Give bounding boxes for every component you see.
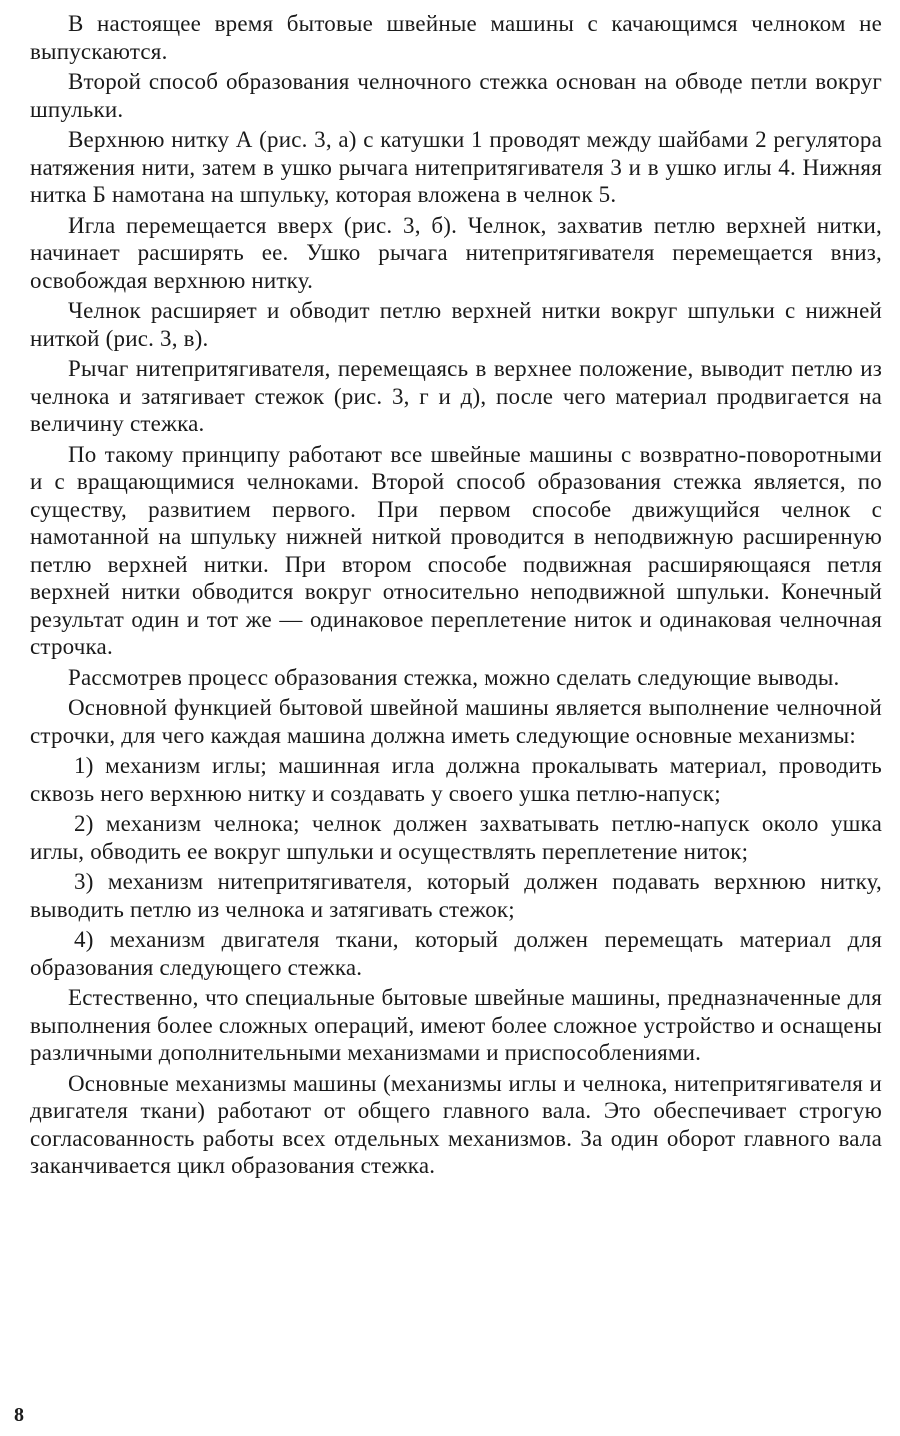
list-item: 3) механизм нитепритягивателя, который должен подавать верхнюю нитку, выводить петлю из челнока и затягивать стежок;	[30, 869, 882, 922]
page-number: 8	[14, 1404, 24, 1426]
paragraph: Игла перемещается вверх (рис. 3, б). Челнок, захватив петлю верхней нитки, начинает расширять ее. Ушко рычага нитепритягивателя перемещается вниз, освобождая верхнюю нитку.	[30, 212, 882, 293]
paragraph: Естественно, что специальные бытовые швейные машины, предназначенные для выполнения более сложных операций, имеют более сложное устройство и оснащены различными дополнительными механизмами и приспособлениями.	[30, 985, 882, 1065]
paragraph: Рычаг нитепритягивателя, перемещаясь в верхнее положение, выводит петлю из челнока и затягивает стежок (рис. 3, г и д), после чего материал продвигается на величину стежка.	[30, 356, 882, 436]
list-item: 4) механизм двигателя ткани, который должен перемещать материал для образования следующего стежка.	[30, 927, 882, 980]
list-item: 1) механизм иглы; машинная игла должна прокалывать материал, проводить сквозь него верхнюю нитку и создавать у своего ушка петлю-напуск;	[30, 753, 882, 806]
paragraph: Основные механизмы машины (механизмы иглы и челнока, нитепритягивателя и двигателя ткани) работают от общего главного вала. Это обеспечивает строгую согласованность работы всех отдельных механизмов. За один оборот главного вала заканчивается цикл образования стежка.	[30, 1070, 882, 1178]
paragraph: Основной функцией бытовой швейной машины является выполнение челночной строчки, для чего каждая машина должна иметь следующие основные механизмы:	[30, 695, 882, 748]
paragraph: Верхнюю нитку А (рис. 3, а) с катушки 1 проводят между шайбами 2 регулятора натяжения нити, затем в ушко рычага нитепритягивателя 3 и в ушко иглы 4. Нижняя нитка Б намотана на шпульку, которая вложена в челнок 5.	[30, 127, 882, 207]
list-item: 2) механизм челнока; челнок должен захватывать петлю-напуск около ушка иглы, обводить ее вокруг шпульки и осуществлять переплетение ниток;	[30, 811, 882, 864]
paragraph: Челнок расширяет и обводит петлю верхней нитки вокруг шпульки с нижней ниткой (рис. 3, в).	[30, 298, 882, 351]
paragraph: По такому принципу работают все швейные машины с возвратно-поворотными и с вращающимися челноками. Второй способ образования стежка является, по существу, развитием первого. При первом способе движущийся челнок с намотанной на шпульку нижней ниткой проводится в неподвижную расширенную петлю верхней нитки. При втором способе подвижная расширяющаяся петля верхней нитки обводится вокруг относительно неподвижной шпульки. Конечный результат один и тот же — одинаковое переплетение ниток и одинаковая челночная строчка.	[30, 441, 882, 659]
page-text	[30, 10, 882, 1183]
paragraph: В настоящее время бытовые швейные машины с качающимся челноком не выпускаются.	[30, 11, 882, 64]
paragraph: Второй способ образования челночного стежка основан на обводе петли вокруг шпульки.	[30, 69, 882, 122]
paragraph: Рассмотрев процесс образования стежка, можно сделать следующие выводы.	[68, 664, 840, 690]
